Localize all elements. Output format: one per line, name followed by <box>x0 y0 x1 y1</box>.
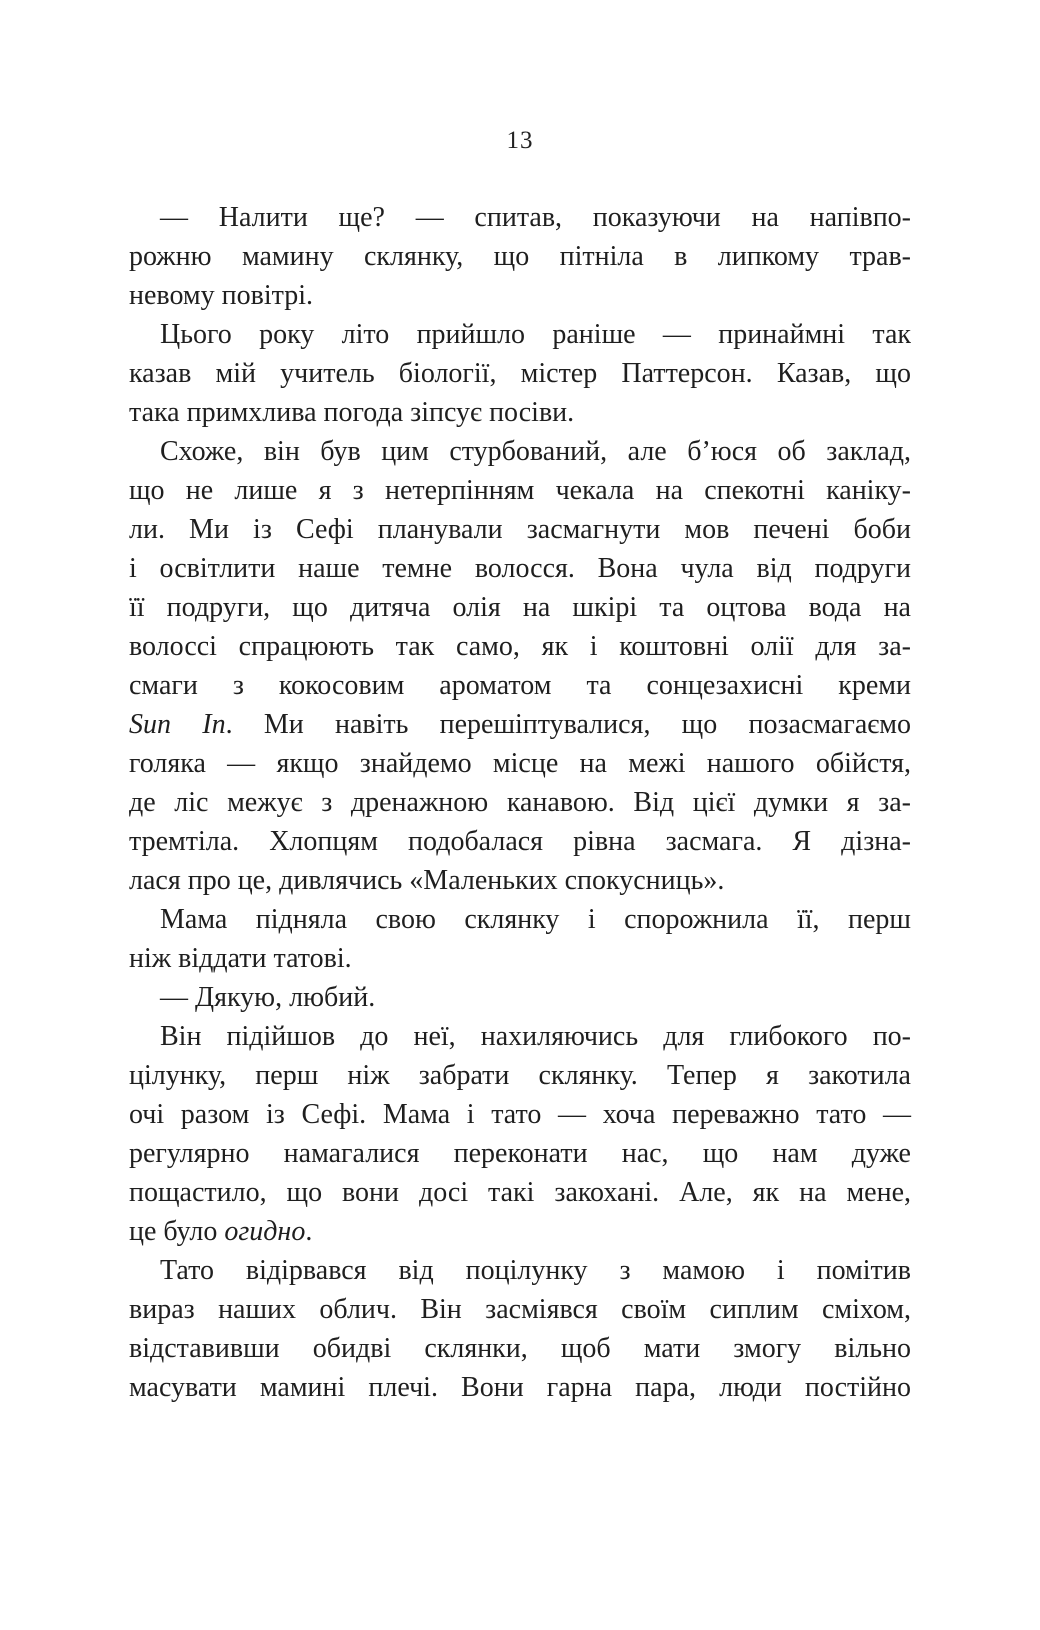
text-run: — Налити ще? — спитав, показуючи на напівпо- <box>160 202 911 233</box>
text-run: Цього року літо прийшло раніше — принаймні так <box>160 319 911 350</box>
paragraph <box>129 315 911 432</box>
text-run: вираз наших облич. Він засміявся своїм сиплим сміхом, <box>129 1294 911 1325</box>
paragraph <box>129 198 911 315</box>
text-line <box>129 1212 911 1251</box>
italic-text-run: Sun In <box>129 709 226 740</box>
text-run: регулярно намагалися переконати нас, що нам дуже <box>129 1138 911 1169</box>
text-run: де ліс межує з дренажною канавою. Від цієї думки я за- <box>129 787 911 818</box>
text-run: відставивши обидві склянки, щоб мати змогу вільно <box>129 1333 911 1364</box>
paragraph <box>129 432 911 900</box>
text-run: Тато відірвався від поцілунку з мамою і помітив <box>160 1255 911 1286</box>
paragraph <box>129 1017 911 1251</box>
text-run: масувати мамині плечі. Вони гарна пара, люди постійно <box>129 1372 911 1403</box>
text-line <box>129 1134 911 1173</box>
paragraph <box>129 1251 911 1407</box>
text-line <box>129 276 911 315</box>
page-number: 13 <box>506 127 534 154</box>
text-line <box>129 1290 911 1329</box>
text-line <box>129 549 911 588</box>
text-line <box>129 432 911 471</box>
text-run: тремтіла. Хлопцям подобалася рівна засмага. Я дізна- <box>129 826 911 857</box>
text-run: Схоже, він був цим стурбований, але б’юся об заклад, <box>160 436 911 467</box>
text-line <box>129 1251 911 1290</box>
text-line <box>129 666 911 705</box>
text-run: невому повітрі. <box>129 280 313 311</box>
text-line <box>129 705 911 744</box>
italic-text-run: огидно <box>224 1216 306 1247</box>
text-line <box>129 627 911 666</box>
text-line <box>129 315 911 354</box>
text-run: її подруги, що дитяча олія на шкірі та оцтова вода на <box>129 592 911 623</box>
text-line <box>129 861 911 900</box>
text-line <box>129 1017 911 1056</box>
text-run: . Ми навіть перешіптувалися, що позасмагаємо <box>225 709 911 740</box>
text-line <box>129 744 911 783</box>
text-run: пощастило, що вони досі такі закохані. Але, як на мене, <box>129 1177 911 1208</box>
text-run: що не лише я з нетерпінням чекала на спекотні каніку- <box>129 475 911 506</box>
text-line <box>129 822 911 861</box>
text-line <box>129 1368 911 1407</box>
text-run: — Дякую, любий. <box>160 982 376 1013</box>
text-line <box>129 354 911 393</box>
text-line <box>129 939 911 978</box>
text-run: Мама підняла свою склянку і спорожнила її, перш <box>160 904 911 935</box>
text-run: очі разом із Сефі. Мама і тато — хоча переважно тато — <box>129 1099 911 1130</box>
text-run: Він підійшов до неї, нахиляючись для глибокого по- <box>160 1021 911 1052</box>
text-run: . <box>305 1216 313 1247</box>
text-run: казав мій учитель біології, містер Паттерсон. Казав, що <box>129 358 911 389</box>
text-run: голяка — якщо знайдемо місце на межі нашого обійстя, <box>129 748 911 779</box>
text-run: така примхлива погода зіпсує посіви. <box>129 397 575 428</box>
text-line <box>129 783 911 822</box>
text-line <box>129 510 911 549</box>
text-line <box>129 471 911 510</box>
text-run: і освітлити наше темне волосся. Вона чула від подруги <box>129 553 911 584</box>
text-line <box>129 1329 911 1368</box>
text-run: цілунку, перш ніж забрати склянку. Тепер я закотила <box>129 1060 911 1091</box>
text-run: ли. Ми із Сефі планували засмагнути мов печені боби <box>129 514 911 545</box>
text-line <box>129 237 911 276</box>
paragraph <box>129 900 911 978</box>
text-line <box>129 1056 911 1095</box>
text-run: рожню мамину склянку, що пітніла в липкому трав- <box>129 241 911 272</box>
text-line <box>129 1173 911 1212</box>
text-run: смаги з кокосовим ароматом та сонцезахисні креми <box>129 670 911 701</box>
text-line <box>129 1095 911 1134</box>
page-text <box>129 198 911 1407</box>
text-line <box>129 588 911 627</box>
text-line <box>129 198 911 237</box>
text-run: ніж віддати татові. <box>129 943 352 974</box>
text-line <box>129 900 911 939</box>
text-line <box>129 978 911 1017</box>
text-line <box>129 393 911 432</box>
text-run: волоссі спрацюють так само, як і коштовні олії для за- <box>129 631 911 662</box>
paragraph <box>129 978 911 1017</box>
text-run: це було <box>129 1216 225 1247</box>
text-run: лася про це, дивлячись «Маленьких спокусниць». <box>129 865 725 896</box>
